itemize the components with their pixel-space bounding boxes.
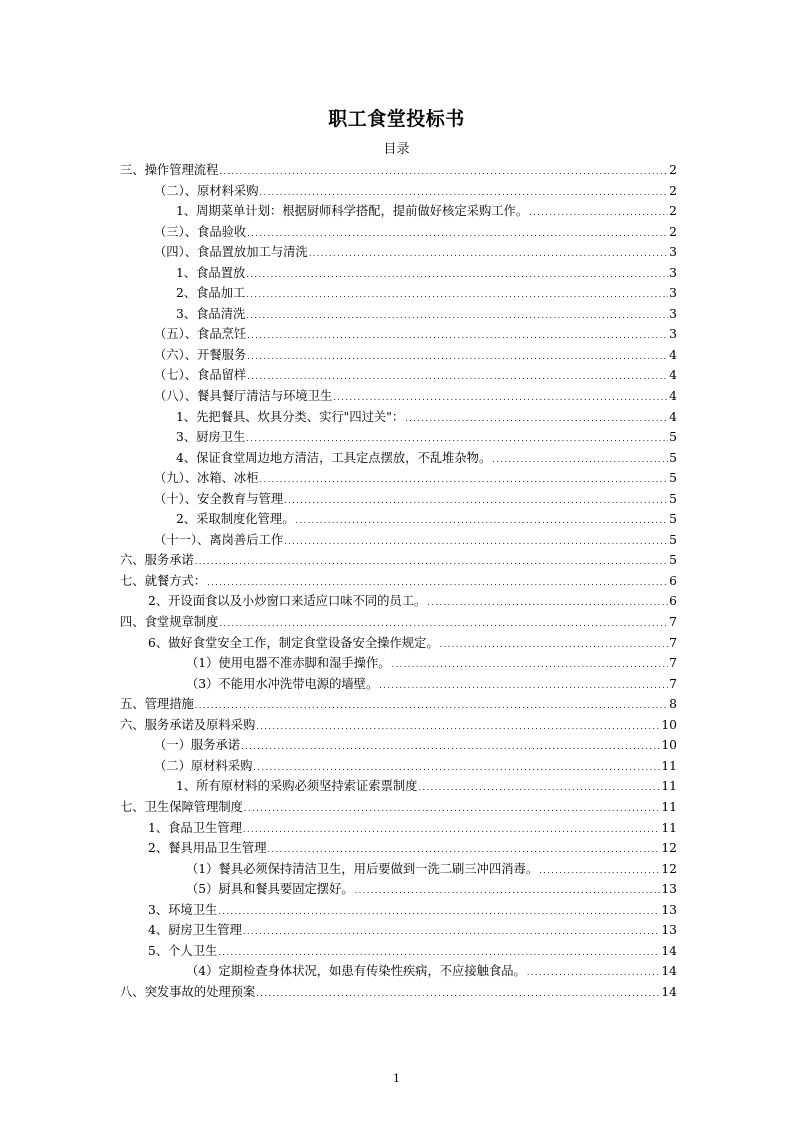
toc-entry-text: 七、卫生保障管理制度: [120, 799, 243, 814]
toc-entry[interactable]: [120, 633, 677, 654]
toc-dot-leader: [219, 162, 668, 183]
toc-entry[interactable]: [120, 961, 677, 982]
toc-entry-page: 10: [661, 717, 677, 732]
toc-entry-text: 4、保证食堂周边地方清洁，工具定点摆放，不乱堆杂物。: [176, 450, 492, 465]
toc-dot-leader: [246, 285, 668, 306]
toc-entry-page: 11: [661, 779, 677, 794]
toc-entry-text: 1、周期菜单计划：根据厨师科学搭配，提前做好核定采购工作。: [176, 204, 529, 219]
toc-entry-page: 7: [669, 656, 677, 671]
toc-entry-page: 11: [661, 758, 677, 773]
toc-entry[interactable]: [120, 386, 677, 407]
toc-entry-page: 5: [669, 491, 677, 506]
toc-dot-leader: [218, 902, 660, 923]
toc-entry-text: 4、厨房卫生管理: [148, 923, 242, 938]
toc-entry[interactable]: [120, 550, 677, 571]
toc-entry[interactable]: [120, 324, 677, 345]
toc-entry-text: 1、所有原材料的采购必须坚持索证索票制度: [176, 779, 418, 794]
toc-dot-leader: [260, 470, 669, 491]
toc-entry-page: 5: [669, 532, 677, 547]
toc-entry-text: 3、食品清洗: [176, 306, 246, 321]
toc-entry-text: （十一）、离岗善后工作: [154, 532, 284, 547]
toc-entry-page: 14: [661, 964, 677, 979]
toc-entry-page: 5: [669, 450, 677, 465]
toc-dot-leader: [392, 655, 669, 676]
toc-entry-page: 3: [669, 327, 677, 342]
toc-dot-leader: [527, 963, 661, 984]
toc-entry-page: 13: [661, 923, 677, 938]
toc-entry-page: 14: [661, 984, 677, 999]
toc-entry-text: 1、先把餐具、炊具分类、实行"四过关"：: [176, 409, 405, 424]
toc-entry-page: 2: [669, 163, 677, 177]
toc-entry-text: （三）、食品验收: [154, 224, 247, 239]
toc-dot-leader: [246, 429, 668, 450]
toc-entry-page: 6: [669, 594, 677, 609]
toc-entry-page: 5: [669, 471, 677, 486]
toc-entry-page: 12: [661, 841, 677, 856]
toc-entry-page: 6: [669, 573, 677, 588]
toc-entry[interactable]: [120, 982, 677, 1003]
toc-entry-page: 8: [669, 697, 677, 712]
toc-dot-leader: [260, 183, 669, 204]
toc-dot-leader: [256, 984, 660, 1005]
toc-entry-text: （六）、开餐服务: [154, 347, 247, 362]
toc-entry-text: 5、个人卫生: [148, 943, 218, 958]
toc-entry-text: （3）不能用水冲洗带电源的墙壁。: [186, 676, 379, 691]
toc-entry-text: 八、突发事故的处理预案: [120, 984, 256, 999]
toc-entry-text: 1、食品置放: [176, 265, 246, 280]
toc-dot-leader: [492, 450, 668, 471]
toc-entry-text: 1、食品卫生管理: [148, 820, 242, 835]
toc-entry-page: 4: [669, 368, 677, 383]
table-of-contents: [120, 160, 677, 1002]
toc-entry-page: 2: [669, 224, 677, 239]
toc-entry-text: （1）使用电器不准赤脚和湿手操作。: [186, 656, 391, 671]
toc-entry-text: （五）、食品烹饪: [154, 327, 247, 342]
toc-entry-page: 14: [661, 943, 677, 958]
toc-dot-leader: [218, 943, 660, 964]
toc-entry[interactable]: [120, 818, 677, 839]
toc-entry-text: 六、服务承诺及原料采购: [120, 717, 256, 732]
toc-dot-leader: [284, 532, 668, 553]
toc-dot-leader: [405, 409, 668, 430]
toc-entry-text: 七、就餐方式：: [120, 573, 207, 588]
toc-dot-leader: [247, 326, 668, 347]
toc-entry[interactable]: [120, 530, 677, 551]
toc-entry-page: 11: [661, 820, 677, 835]
toc-dot-leader: [195, 552, 668, 573]
toc-entry-page: 3: [669, 245, 677, 260]
toc-entry[interactable]: [120, 242, 677, 263]
toc-entry[interactable]: [120, 776, 677, 797]
toc-heading: 目录: [383, 142, 410, 157]
toc-entry-page: 3: [669, 306, 677, 321]
toc-entry[interactable]: [120, 160, 677, 181]
toc-entry-page: 7: [669, 676, 677, 691]
toc-dot-leader: [256, 717, 660, 738]
toc-entry-page: 2: [669, 183, 677, 198]
toc-entry-text: （十）、安全教育与管理: [154, 491, 284, 506]
toc-entry[interactable]: [120, 838, 677, 859]
toc-entry[interactable]: [120, 900, 677, 921]
toc-entry-page: 12: [661, 861, 677, 876]
toc-dot-leader: [268, 840, 661, 861]
toc-entry-text: 2、餐具用品卫生管理: [148, 841, 267, 856]
toc-entry-text: （七）、食品留样: [154, 368, 247, 383]
toc-entry[interactable]: [120, 427, 677, 448]
toc-dot-leader: [418, 778, 660, 799]
toc-entry-text: 六、服务承诺: [120, 553, 194, 568]
toc-entry[interactable]: [120, 612, 677, 633]
toc-entry-text: 3、环境卫生: [148, 902, 218, 917]
toc-entry-text: 2、食品加工: [176, 286, 246, 301]
toc-entry[interactable]: [120, 756, 677, 777]
toc-entry-text: 四、食堂规章制度: [120, 615, 219, 630]
toc-entry-text: （二）原材料采购: [154, 758, 253, 773]
toc-dot-leader: [246, 306, 668, 327]
toc-entry-page: 4: [669, 347, 677, 362]
toc-entry[interactable]: [120, 735, 677, 756]
toc-entry[interactable]: [120, 448, 677, 469]
toc-entry-text: 五、管理措施: [120, 697, 194, 712]
toc-entry[interactable]: [120, 201, 677, 222]
toc-entry[interactable]: [120, 920, 677, 941]
toc-entry-page: 10: [661, 738, 677, 753]
toc-entry-page: 3: [669, 286, 677, 301]
toc-entry-page: 7: [669, 615, 677, 630]
toc-entry-text: 2、开设面食以及小炒窗口来适应口味不同的员工。: [148, 594, 427, 609]
toc-entry[interactable]: [120, 941, 677, 962]
toc-dot-leader: [241, 737, 660, 758]
toc-entry-text: （一）服务承诺: [154, 738, 241, 753]
toc-entry[interactable]: [120, 591, 677, 612]
toc-entry-text: （1）餐具必须保持清洁卫生，用后要做到一洗二刷三冲四消毒。: [186, 861, 539, 876]
toc-entry-page: 5: [669, 512, 677, 527]
toc-dot-leader: [427, 593, 668, 614]
toc-entry[interactable]: [120, 509, 677, 530]
toc-entry[interactable]: [120, 879, 677, 900]
toc-dot-leader: [243, 922, 660, 943]
toc-entry[interactable]: [120, 715, 677, 736]
toc-dot-leader: [247, 367, 668, 388]
toc-dot-leader: [529, 203, 668, 224]
toc-entry[interactable]: [120, 345, 677, 366]
toc-dot-leader: [219, 614, 668, 635]
toc-entry-page: 2: [669, 204, 677, 219]
toc-entry-page: 13: [661, 882, 677, 897]
toc-entry-text: 6、做好食堂安全工作，制定食堂设备安全操作规定。: [148, 635, 439, 650]
toc-dot-leader: [243, 820, 660, 841]
toc-dot-leader: [244, 799, 660, 820]
toc-entry-page: 13: [661, 902, 677, 917]
toc-entry-page: 4: [669, 389, 677, 404]
toc-dot-leader: [247, 224, 668, 245]
document-title: 职工食堂投标书: [328, 108, 465, 130]
toc-dot-leader: [539, 861, 660, 882]
toc-dot-leader: [247, 347, 668, 368]
toc-dot-leader: [246, 265, 668, 286]
toc-entry[interactable]: [120, 263, 677, 284]
toc-entry[interactable]: [120, 797, 677, 818]
page-number: 1: [393, 1072, 400, 1085]
toc-dot-leader: [440, 635, 669, 656]
toc-entry-text: 2、采取制度化管理。: [176, 512, 295, 527]
toc-entry-page: 3: [669, 265, 677, 280]
toc-dot-leader: [333, 388, 668, 409]
toc-entry-text: 3、厨房卫生: [176, 430, 246, 445]
toc-entry-text: （八）、餐具餐厅清洁与环境卫生: [154, 389, 333, 404]
toc-entry-page: 4: [669, 409, 677, 424]
toc-entry[interactable]: [120, 407, 677, 428]
toc-dot-leader: [355, 881, 661, 902]
toc-entry[interactable]: [120, 283, 677, 304]
toc-entry[interactable]: [120, 181, 677, 202]
toc-entry-text: （5）厨具和餐具要固定摆好。: [186, 882, 354, 897]
toc-entry[interactable]: [120, 222, 677, 243]
toc-dot-leader: [195, 696, 668, 717]
toc-entry[interactable]: [120, 694, 677, 715]
toc-entry-text: （九）、冰箱、冰柜: [154, 471, 259, 486]
toc-entry-page: 5: [669, 430, 677, 445]
toc-dot-leader: [296, 511, 669, 532]
toc-entry-text: 三、操作管理流程: [120, 163, 219, 177]
toc-dot-leader: [309, 244, 668, 265]
toc-entry-text: （二）、原材料采购: [154, 183, 259, 198]
toc-entry-page: 11: [661, 799, 677, 814]
toc-dot-leader: [284, 491, 668, 512]
toc-entry-page: 5: [669, 553, 677, 568]
toc-entry[interactable]: [120, 304, 677, 325]
toc-entry-page: 7: [669, 635, 677, 650]
toc-entry[interactable]: [120, 468, 677, 489]
toc-dot-leader: [207, 573, 668, 594]
toc-dot-leader: [253, 758, 660, 779]
toc-entry[interactable]: [120, 489, 677, 510]
toc-entry-text: （4）定期检查身体状况，如患有传染性疾病，不应接触食品。: [186, 964, 526, 979]
toc-entry[interactable]: [120, 859, 677, 880]
toc-entry[interactable]: [120, 365, 677, 386]
toc-dot-leader: [379, 676, 668, 697]
toc-entry[interactable]: [120, 571, 677, 592]
toc-entry[interactable]: [120, 674, 677, 695]
toc-entry[interactable]: [120, 653, 677, 674]
toc-entry-text: （四）、食品置放加工与清洗: [154, 245, 308, 260]
